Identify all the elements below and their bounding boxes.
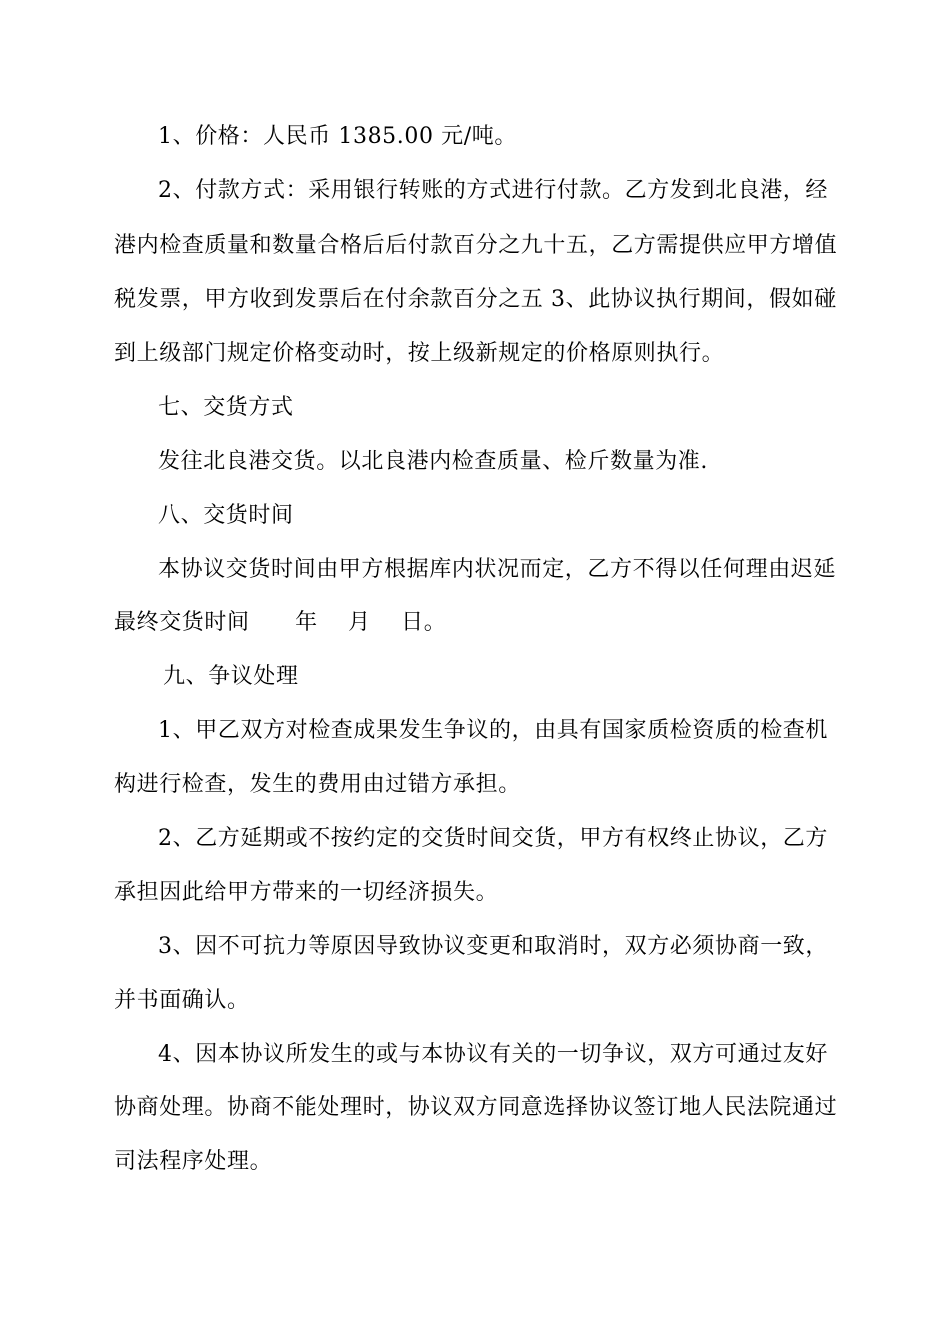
dispute-clause-2-line-1: 2、乙方延期或不按约定的交货时间交货，甲方有权终止协议，乙方 xyxy=(158,826,828,851)
section-heading-dispute: 九、争议处理 xyxy=(163,664,299,689)
delivery-time-line-2: 最终交货时间 年 月 日。 xyxy=(114,610,447,635)
section-heading-delivery-time: 八、交货时间 xyxy=(158,503,294,528)
dispute-clause-4-line-2: 协商处理。协商不能处理时，协议双方同意选择协议签订地人民法院通过 xyxy=(114,1095,838,1120)
payment-clause-line-4: 到上级部门规定价格变动时，按上级新规定的价格原则执行。 xyxy=(114,341,725,366)
delivery-time-line-1: 本协议交货时间由甲方根据库内状况而定，乙方不得以任何理由迟延 xyxy=(158,557,837,582)
dispute-clause-4-line-1: 4、因本协议所发生的或与本协议有关的一切争议，双方可通过友好 xyxy=(158,1042,828,1067)
dispute-clause-3-line-2: 并书面确认。 xyxy=(114,988,250,1013)
payment-clause-line-2: 港内检查质量和数量合格后后付款百分之九十五，乙方需提供应甲方增值 xyxy=(114,233,838,258)
dispute-clause-3-line-1: 3、因不可抗力等原因导致协议变更和取消时，双方必须协商一致， xyxy=(158,934,828,959)
section-heading-delivery-method: 七、交货方式 xyxy=(158,395,294,420)
dispute-clause-1-line-1: 1、甲乙双方对检查成果发生争议的，由具有国家质检资质的检查机 xyxy=(158,718,828,743)
price-clause: 1、价格：人民币 1385.00 元/吨。 xyxy=(158,124,517,149)
payment-clause-line-1: 2、付款方式：采用银行转账的方式进行付款。乙方发到北良港，经 xyxy=(158,178,828,203)
dispute-clause-1-line-2: 构进行检查，发生的费用由过错方承担。 xyxy=(114,772,521,797)
dispute-clause-2-line-2: 承担因此给甲方带来的一切经济损失。 xyxy=(114,880,499,905)
delivery-method-text: 发往北良港交货。以北良港内检查质量、检斤数量为准. xyxy=(158,449,708,474)
dispute-clause-4-line-3: 司法程序处理。 xyxy=(114,1149,273,1174)
payment-clause-line-3: 税发票，甲方收到发票后在付余款百分之五 3、此协议执行期间，假如碰 xyxy=(114,287,837,312)
